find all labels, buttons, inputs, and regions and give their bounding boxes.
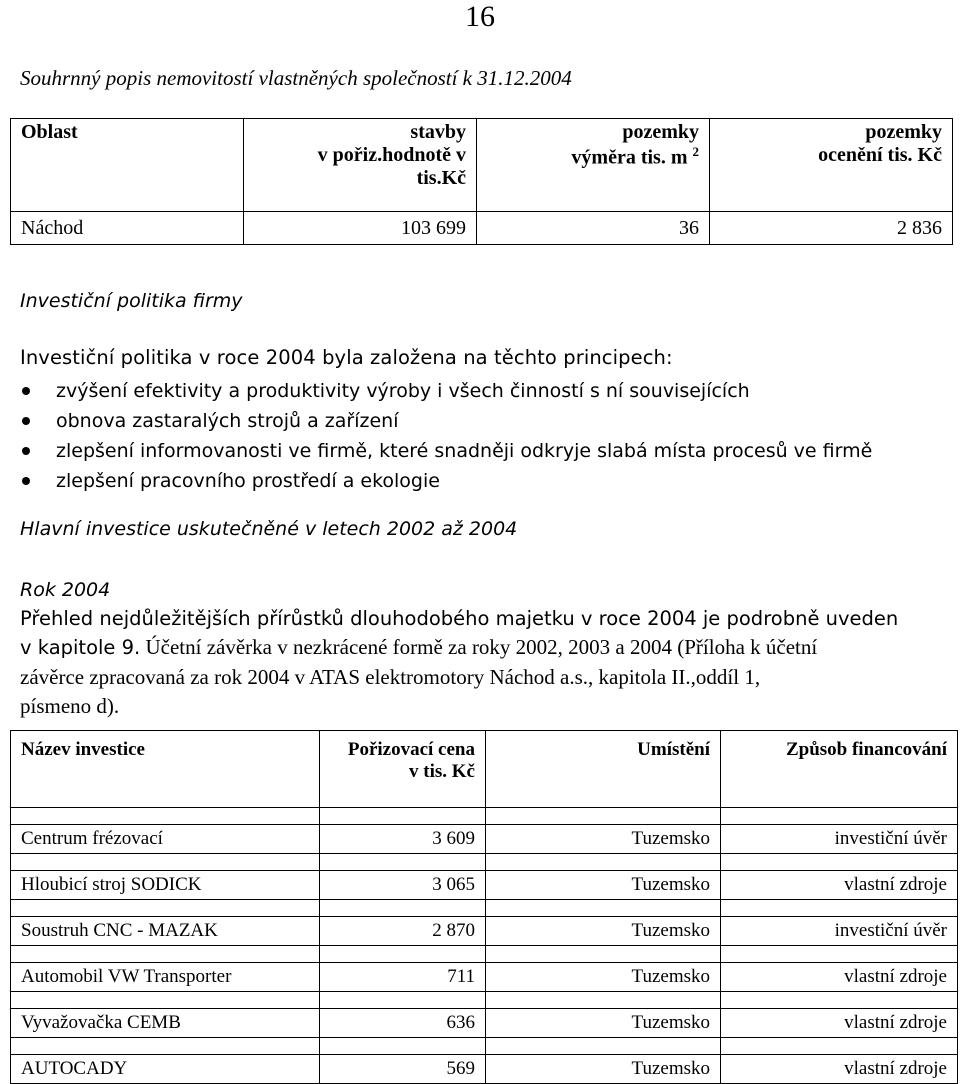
table-row [11,871,958,900]
bullet-icon [22,447,30,455]
header-stavby: stavby v pořiz.hodnotě v tis.Kč [244,119,477,212]
cell-umisteni: Tuzemsko [486,825,721,854]
list-item: zlepšení informovanosti ve firmě, které snadněji odkryje slabá místa procesů ve firmě [20,436,872,466]
cell-nazev: Automobil VW Transporter [11,963,320,992]
cell-stavby: 103 699 [244,212,477,245]
list-item: obnova zastaralých strojů a zařízení [20,406,872,436]
property-table [10,118,953,245]
cell-umisteni: Tuzemsko [486,963,721,992]
cell-nazev: Centrum frézovací [11,825,320,854]
investment-intro: Investiční politika v roce 2004 byla založena na těchto principech: [20,346,673,369]
table-row [11,1009,958,1038]
cell-financovani: vlastní zdroje [721,871,958,900]
list-item: zvýšení efektivity a produktivity výroby i všech činností s ní souvisejících [20,376,872,406]
cell-oblast: Náchod [11,212,244,245]
section-title-investment-policy: Investiční politika firmy [20,290,243,312]
investments-table-header [11,731,958,808]
principles-list [20,376,872,496]
header-pozemky-oceneni: pozemky ocenění tis. Kč [710,119,953,212]
bullet-icon [22,477,30,485]
property-table-header [11,119,953,212]
table-row [11,1055,958,1084]
cell-cena: 3 609 [320,825,486,854]
cell-cena: 711 [320,963,486,992]
cell-nazev: AUTOCADY [11,1055,320,1084]
cell-cena: 569 [320,1055,486,1084]
cell-nazev: Vyvažovačka CEMB [11,1009,320,1038]
table-row [11,917,958,946]
cell-financovani: investiční úvěr [721,825,958,854]
bullet-icon [22,387,30,395]
cell-cena: 2 870 [320,917,486,946]
year-block [20,576,950,721]
cell-vymera: 36 [477,212,710,245]
section-title-main-investments: Hlavní investice uskutečněné v letech 2002 až 2004 [20,518,518,540]
section-title-properties: Souhrnný popis nemovitostí vlastněných společností k 31.12.2004 [20,66,572,90]
cell-financovani: investiční úvěr [721,917,958,946]
cell-financovani: vlastní zdroje [721,1009,958,1038]
cell-umisteni: Tuzemsko [486,1055,721,1084]
list-item: zlepšení pracovního prostředí a ekologie [20,466,872,496]
table-row [11,963,958,992]
cell-financovani: vlastní zdroje [721,963,958,992]
table-row [11,212,953,245]
header-umisteni: Umístění [486,731,721,808]
cell-umisteni: Tuzemsko [486,917,721,946]
table-row [11,825,958,854]
cell-nazev: Soustruh CNC - MAZAK [11,917,320,946]
cell-financovani: vlastní zdroje [721,1055,958,1084]
year-text-line-1: Přehled nejdůležitějších přírůstků dlouhodobého majetku v roce 2004 je podrobně uveden [20,607,899,630]
cell-cena: 3 065 [320,871,486,900]
investments-table [10,730,958,1084]
header-pozemky-vymera: pozemky výměra tis. m $^2$ [477,119,710,212]
bullet-icon [22,417,30,425]
header-nazev: Název investice [11,731,320,808]
year-text-line-2: v kapitole 9. Účetní závěrka v nezkrácené formě za roky 2002, 2003 a 2004 (Příloha k účetní [20,635,818,659]
cell-cena: 636 [320,1009,486,1038]
header-cena: Pořizovací cena v tis. Kč [320,731,486,808]
cell-umisteni: Tuzemsko [486,1009,721,1038]
year-text-line-4: písmeno d). [20,694,120,718]
page-number: 16 [465,0,495,33]
header-financovani: Způsob financování [721,731,958,808]
cell-umisteni: Tuzemsko [486,871,721,900]
header-oblast: Oblast [11,119,244,212]
cell-nazev: Hloubicí stroj SODICK [11,871,320,900]
year-label: Rok 2004 [20,579,111,601]
cell-oceneni: 2 836 [710,212,953,245]
year-text-line-3: závěrce zpracovaná za rok 2004 v ATAS elektromotory Náchod a.s., kapitola II.,oddíl 1, [20,665,761,689]
